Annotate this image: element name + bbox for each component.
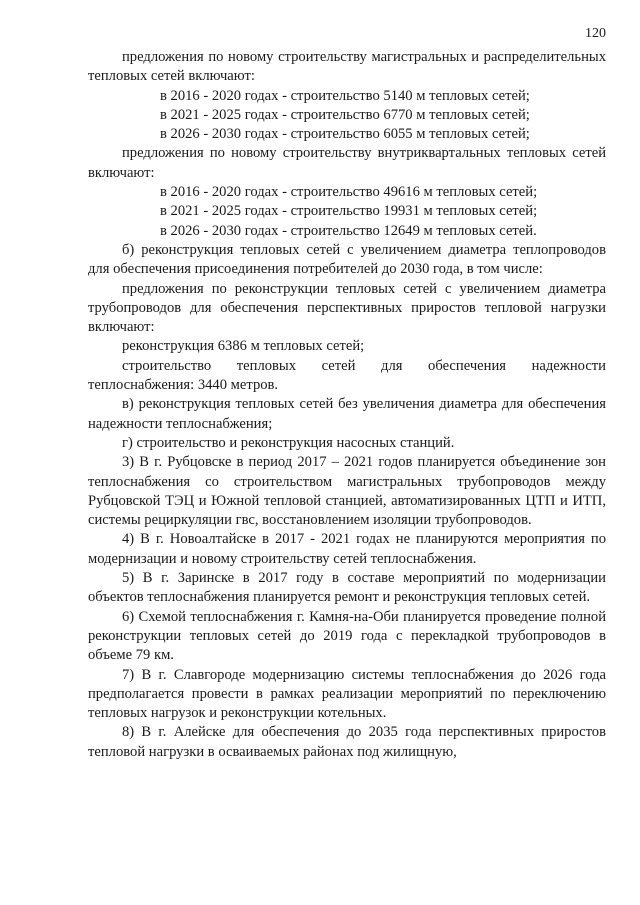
paragraph-p3: б) реконструкция тепловых сетей с увеличением диаметра теплопроводов для обеспечения присоединения потребителей до 2030 года, в том числе:: [88, 241, 606, 278]
paragraph-p2c: в 2026 - 2030 годах - строительство 12649 м тепловых сетей.: [160, 222, 537, 239]
paragraph-p9: 3) В г. Рубцовске в период 2017 – 2021 годов планируется объединение зон теплоснабжения со строительством магистральных трубопроводов между Рубцовской ТЭЦ и Южной тепловой станцией, автоматизированных ЦТП и ИТП, системы рециркуляции гвс, восстановлением изоляции трубопроводов.: [88, 454, 606, 529]
paragraph-p5: реконструкция 6386 м тепловых сетей;: [122, 338, 365, 355]
paragraph-p2: предложения по новому строительству внутриквартальных тепловых сетей включают:: [88, 145, 606, 181]
paragraph-p12: 6) Схемой теплоснабжения г. Камня-на-Оби планируется проведение полной реконструкции тепловых сетей до 2019 года с перекладкой трубопроводов в объеме 79 км.: [88, 608, 606, 664]
paragraph-p4: предложения по реконструкции тепловых сетей с увеличением диаметра трубопроводов для обеспечения перспективных приростов тепловой нагрузки включают:: [88, 280, 606, 336]
paragraph-p11: 5) В г. Заринске в 2017 году в составе мероприятий по модернизации объектов теплоснабжения планируется ремонт и реконструкция тепловых сетей.: [88, 570, 606, 606]
paragraph-p1c: в 2026 - 2030 годах - строительство 6055 м тепловых сетей;: [160, 126, 530, 143]
paragraph-p7: в) реконструкция тепловых сетей без увеличения диаметра для обеспечения надежности теплоснабжения;: [88, 396, 606, 432]
paragraph-p8: г) строительство и реконструкция насосных станций.: [122, 434, 455, 451]
paragraph-p1a: в 2016 - 2020 годах - строительство 5140 м тепловых сетей;: [160, 87, 530, 104]
paragraph-p14: 8) В г. Алейске для обеспечения до 2035 года перспективных приростов тепловой нагрузки в осваиваемых районах под жилищную,: [88, 724, 606, 760]
page-number: 120: [585, 26, 606, 41]
paragraph-p1: предложения по новому строительству магистральных и распределительных тепловых сетей включают:: [88, 49, 606, 85]
paragraph-p1b: в 2021 - 2025 годах - строительство 6770 м тепловых сетей;: [160, 106, 530, 123]
document-body: [88, 48, 606, 762]
paragraph-p13: 7) В г. Славгороде модернизацию системы теплоснабжения до 2026 года предполагается провести в рамках реализации мероприятий по переключению тепловых нагрузок и реконструкции котельных.: [88, 666, 606, 722]
paragraph-p2a: в 2016 - 2020 годах - строительство 49616 м тепловых сетей;: [160, 184, 538, 201]
paragraph-p10: 4) В г. Новоалтайске в 2017 - 2021 годах не планируются мероприятия по модернизации и новому строительству сетей теплоснабжения.: [88, 531, 606, 567]
paragraph-p6: строительство тепловых сетей для обеспечения надежности теплоснабжения: 3440 метров.: [88, 357, 606, 394]
paragraph-p2b: в 2021 - 2025 годах - строительство 19931 м тепловых сетей;: [160, 203, 538, 220]
